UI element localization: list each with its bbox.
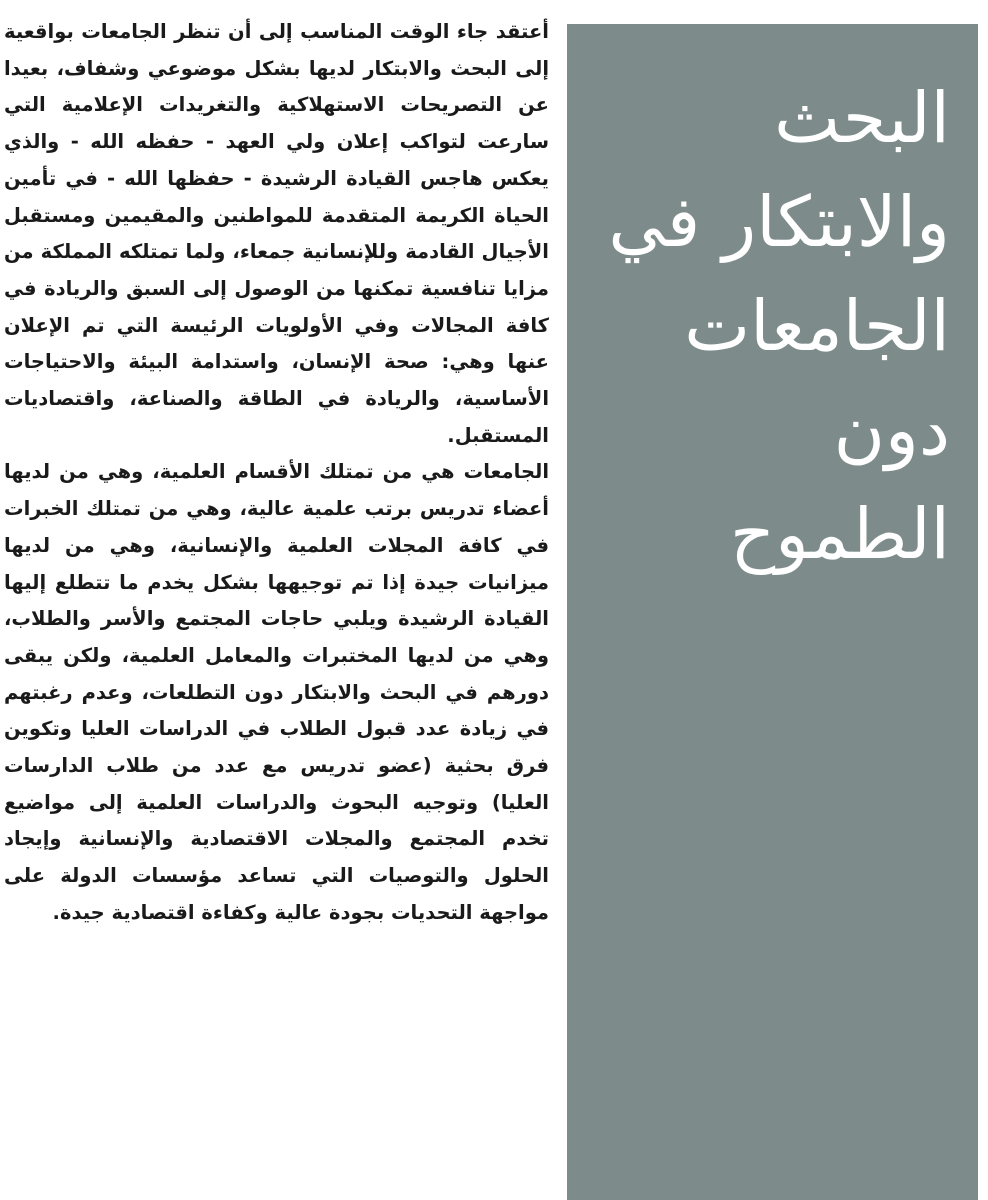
title-line: الجامعات — [684, 285, 950, 367]
article-paragraph-2: الجامعات هي من تمتلك الأقسام العلمية، وهي من لديها أعضاء تدريس برتب علمية عالية، وهي من تمتلك الخبرات في كافة المجلات العلمية والإنسانية، وهي من لديها ميزانيات جيدة إذا تم توجيهها بشكل يخدم ما تتطلع إليها القيادة الرشيدة ويلبي حاجات المجتمع والأسر والطلاب، وهي من لديها المختبرات والمعامل العلمية، ولكن يبقى دورهم في البحث والابتكار دون التطلعات، وعدم رغبتهم في زيادة عدد قبول الطلاب في الدراسات العليا وتكوين فرق بحثية (عضو تدريس مع عدد من طلاب الدارسات العليا) وتوجيه البحوث والدراسات العلمية إلى مواضيع تخدم المجتمع والمجلات الاقتصادية والإنسانية وإيجاد الحلول والتوصيات التي تساعد مؤسسات الدولة على مواجهة التحديات بجودة عالية وكفاءة اقتصادية جيدة. — [4, 460, 549, 924]
article-title — [580, 66, 950, 586]
article-paragraph-1: أعتقد جاء الوقت المناسب إلى أن تنظر الجامعات بواقعية إلى البحث والابتكار لديها بشكل موضوعي وشفاف، بعيدا عن التصريحات الاستهلاكية والتغريدات الإعلامية التي سارعت لتواكب إعلان ولي العهد - حفظه الله - والذي يعكس هاجس القيادة الرشيدة - حفظها الله - في تأمين الحياة الكريمة المتقدمة للمواطنين والمقيمين ومستقبل الأجيال القادمة وللإنسانية جمعاء، ولما تمتلكه المملكة من مزايا تنافسية تمكنها من الوصول إلى السبق والريادة في كافة المجالات وفي الأولويات الرئيسة التي تم الإعلان عنها وهي: صحة الإنسان، واستدامة البيئة والاحتياجات الأساسية، والريادة في الطاقة والصناعة، واقتصاديات المستقبل. — [4, 20, 549, 447]
article-body — [4, 14, 549, 1200]
title-line: البحث — [774, 77, 950, 159]
title-line: دون — [833, 389, 950, 471]
title-line: والابتكار في — [608, 181, 950, 263]
title-panel — [567, 24, 978, 1200]
title-line: الطموح — [729, 493, 950, 575]
